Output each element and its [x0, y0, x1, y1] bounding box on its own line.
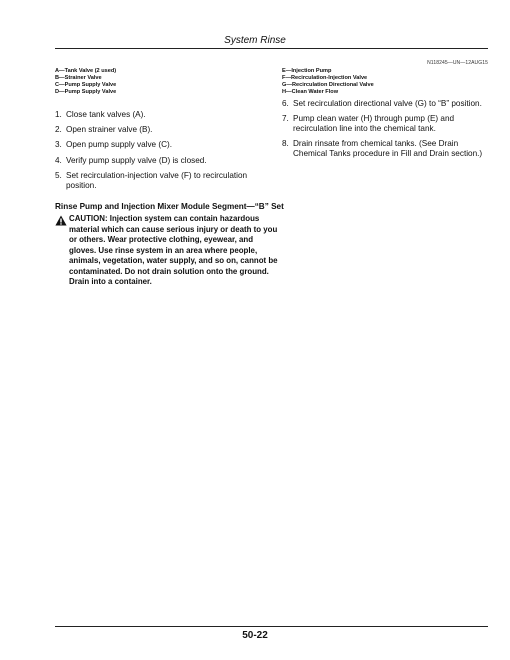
step-text: Set recirculation directional valve (G) to “B” position. — [293, 99, 482, 108]
steps-left-column — [55, 110, 270, 196]
legend-item: H—Clean Water Flow — [282, 89, 339, 95]
step-text: Set recirculation-injection valve (F) to recirculation position. — [66, 170, 248, 190]
legend-right — [282, 68, 502, 96]
section-heading: Rinse Pump and Injection Mixer Module Segment—“B” Set — [55, 202, 284, 211]
step-item — [282, 114, 492, 134]
legend-item: D—Pump Supply Valve — [55, 89, 117, 95]
step-text: Pump clean water (H) through pump (E) and recirculation line into the chemical tank. — [293, 114, 455, 134]
header-divider — [55, 48, 488, 49]
step-number: 5. — [55, 170, 62, 180]
step-item — [55, 125, 270, 135]
footer-divider — [55, 626, 488, 627]
step-number: 1. — [55, 110, 62, 119]
step-item — [55, 110, 270, 120]
legend-item: F—Recirculation-Injection Valve — [282, 75, 368, 81]
caution-block — [55, 214, 280, 288]
page-header-title: System Rinse — [224, 35, 286, 46]
step-number: 2. — [55, 125, 62, 135]
legend-item: C—Pump Supply Valve — [55, 82, 117, 88]
step-item — [282, 139, 492, 159]
step-number: 8. — [282, 139, 289, 149]
warning-triangle-icon — [55, 215, 69, 288]
steps-right-column — [282, 99, 492, 165]
step-item — [282, 99, 492, 109]
figure-id: N118245—UN—12AUG15 — [427, 60, 488, 66]
step-item — [55, 171, 270, 191]
step-item — [55, 140, 270, 150]
step-number: 6. — [282, 99, 289, 108]
step-number: 3. — [55, 140, 62, 150]
legend-item: G—Recirculation Directional Valve — [282, 82, 374, 88]
legend-item: B—Strainer Valve — [55, 75, 102, 81]
page-number: 50-22 — [242, 630, 268, 641]
legend-item: A—Tank Valve (2 used) — [55, 68, 117, 74]
legend-left — [55, 68, 275, 96]
step-text: Open pump supply valve (C). — [66, 140, 173, 150]
step-text: Close tank valves (A). — [66, 110, 146, 119]
step-item — [55, 156, 270, 166]
step-text: Verify pump supply valve (D) is closed. — [66, 155, 207, 165]
step-text: Open strainer valve (B). — [66, 125, 153, 135]
step-number: 7. — [282, 114, 289, 124]
step-text: Drain rinsate from chemical tanks. (See Drain Chemical Tanks procedure in Fill and Drain section.) — [293, 139, 483, 159]
caution-text: CAUTION: Injection system can contain hazardous material which can cause serious injury or death to you or others. Wear protective clothing, eyewear, and gloves. Use rinse system in an area where people, animals, vegetation, water supply, and so on, cannot be contaminated. Do not drain solution onto the ground. Drain into a container. — [69, 214, 278, 286]
legend-item: E—Injection Pump — [282, 68, 332, 74]
step-number: 4. — [55, 155, 62, 165]
